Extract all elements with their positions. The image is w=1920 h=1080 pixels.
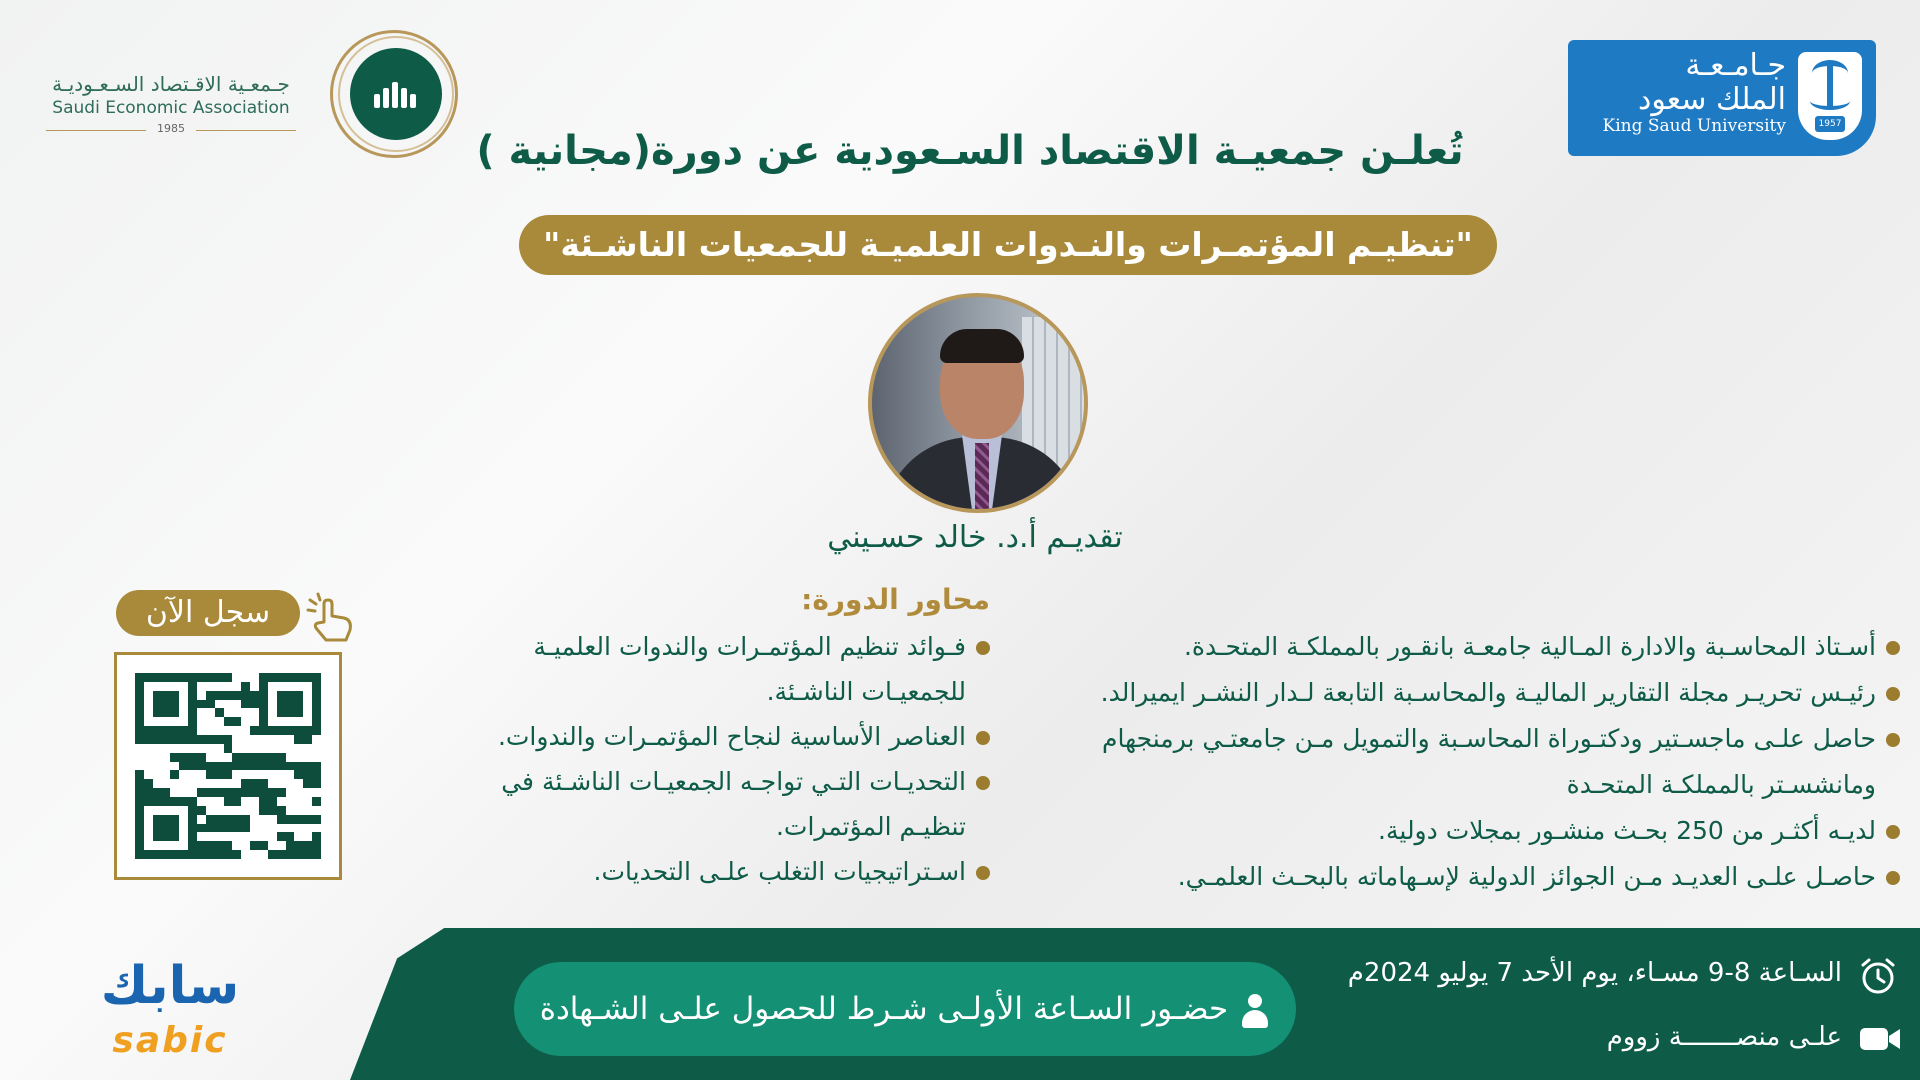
sea-year: 1985 [157,122,185,135]
bullet-icon [1886,641,1900,655]
ksu-logo-en: King Saud University [1602,116,1786,136]
list-item: رئيـس تحريـر مجلة التقارير الماليـة والمحاسـبة التابعة لـدار النشـر ايميرالد. [1101,678,1900,707]
bullet-icon [1886,687,1900,701]
attendance-note: حضـور السـاعة الأولـى شـرط للحصول علـى الشـهادة [514,962,1296,1056]
pointing-hand-icon [304,592,358,644]
course-axes-list [400,0,990,1080]
video-camera-icon [1858,1024,1902,1054]
qr-code[interactable] [114,652,342,880]
bullet-icon [976,776,990,790]
list-item: العناصر الأساسية لنجاح المؤتمـرات والندوات. [498,722,990,751]
course-title: "تنظيـم المؤتمـرات والنـدوات العلميـة للجمعيات الناشـئة" [519,215,1497,275]
bullet-icon [1886,733,1900,747]
event-time: السـاعة 8-9 مسـاء، يوم الأحد 7 يوليو 2024م [1347,958,1842,988]
presenter-name: تقديـم أ.د. خالد حسـيني [827,520,1123,555]
list-item: حاصـل علـى العديـد مـن الجوائز الدولية لإسـهاماته بالبحـث العلمـي. [1178,862,1900,891]
list-item-continuation: تنظيـم المؤتمرات. [775,812,966,841]
ksu-logo-ar-line2: الملك سعود [1637,82,1786,117]
bullet-icon [976,866,990,880]
list-item-continuation: ومانشسـتر بالمملكـة المتحـدة [1566,770,1876,799]
sabic-logo-ar: سابك [100,956,240,1016]
list-item: التحديـات التـي تواجـه الجمعيـات الناشـئة في [501,767,990,796]
bullet-icon [976,731,990,745]
ksu-year: 1957 [1815,116,1845,132]
list-item: أسـتاذ المحاسـبة والادارة المـالية جامعـة بانقـور بالمملكـة المتحـدة. [1184,632,1900,661]
bullet-icon [1886,871,1900,885]
list-item: حاصل علـى ماجسـتير ودكتـوراة المحاسـبة والتمويل مـن جامعتـي برمنجهام [1102,724,1900,753]
list-item: لديـه أكثـر من 250 بحـث منشـور بمجلات دولية. [1378,816,1900,845]
list-item: فـوائد تنظيم المؤتمـرات والندوات العلميـة [533,632,990,661]
user-icon [1240,994,1270,1028]
sabic-logo-en: sabic [112,1020,228,1061]
sea-name-ar: جـمعـية الاقـتصاد السـعـوديـة [52,72,290,96]
clock-icon [1858,956,1898,996]
presenter-bio-list [1030,0,1900,1080]
headline: تُعلـن جمعيـة الاقتصاد السـعودية عن دورة(مجانية ) [476,128,1464,174]
register-button[interactable]: سجل الآن [116,590,300,636]
sea-name-en: Saudi Economic Association [52,98,290,118]
bullet-icon [976,641,990,655]
ksu-logo-ar-line1: جـامـعـة [1685,48,1786,83]
course-axes-title: محاور الدورة: [801,583,990,616]
qr-code-modules [135,673,321,859]
list-item: اسـتراتيجيات التغلب علـى التحديات. [594,857,990,886]
bullet-icon [1886,825,1900,839]
event-platform: علـى منصـــــــة زووم [1606,1022,1842,1052]
list-item-continuation: للجمعيـات الناشـئة. [766,677,966,706]
